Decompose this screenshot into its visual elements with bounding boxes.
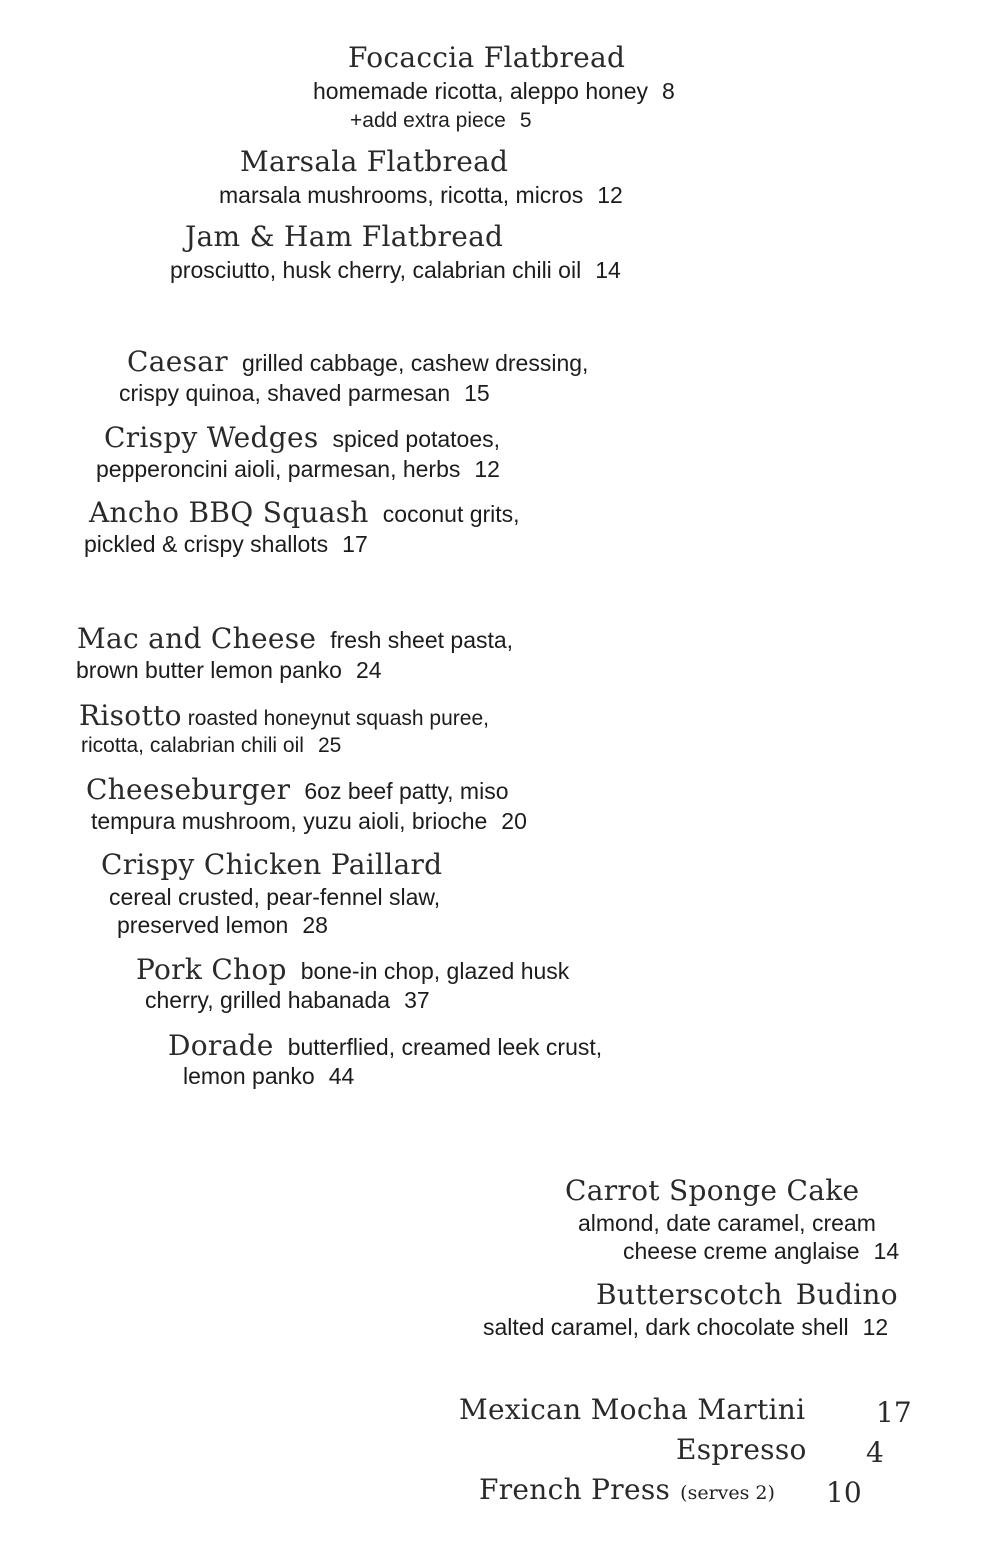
drink-name: Mexican Mocha Martini [459,1393,806,1426]
item-name: Risotto [79,699,182,732]
item-name: Caesar [127,345,228,378]
item-price: 20 [501,808,527,834]
menu-item-starter [127,345,589,378]
menu-item-starter [104,421,501,454]
item-description: butterflied, creamed leek crust, [287,1034,603,1060]
item-price: 37 [404,987,430,1013]
item-description: homemade ricotta, aleppo honey 8 [313,78,675,104]
item-description: ricotta, calabrian chili oil 25 [81,734,342,757]
item-description: crispy quinoa, shaved parmesan 15 [119,380,490,406]
item-price: 24 [355,657,382,683]
item-price: 12 [597,182,623,208]
menu-item-main [136,953,570,986]
item-name: Carrot Sponge Cake [565,1174,860,1207]
item-name: Ancho BBQ Squash [89,496,369,529]
item-description: lemon panko 44 [183,1063,355,1089]
item-description: prosciutto, husk cherry, calabrian chili oil 14 [170,257,621,283]
item-description: grilled cabbage, cashew dressing, [241,350,589,376]
item-name: Crispy Chicken Paillard [101,848,443,881]
item-description: bone-in chop, glazed husk [300,958,570,984]
item-description: marsala mushrooms, ricotta, micros 12 [219,182,623,208]
item-name: Dorade [168,1029,274,1062]
item-description: tempura mushroom, yuzu aioli, brioche 20 [91,808,527,834]
item-addon: +add extra piece 5 [350,109,532,132]
item-name: Mac and Cheese [77,622,317,655]
item-description: fresh sheet pasta, [330,627,514,653]
item-price: 12 [862,1314,889,1340]
item-name: Butterscotch Budino [596,1278,898,1311]
item-description: coconut grits, [382,501,520,527]
item-description: almond, date caramel, cream [578,1210,876,1236]
menu-item-starter [89,496,520,529]
item-description: preserved lemon 28 [117,912,328,938]
item-price: 44 [328,1063,355,1089]
menu-item-main [77,622,514,655]
item-price: 5 [519,109,532,132]
item-description: salted caramel, dark chocolate shell 12 [483,1314,889,1340]
item-description: spiced potatoes, [332,426,501,452]
item-description: cereal crusted, pear-fennel slaw, [109,884,441,910]
item-description: brown butter lemon panko 24 [76,657,382,683]
menu-item-main [86,773,509,806]
item-price: 8 [662,78,675,104]
item-name: Pork Chop [136,953,287,986]
drink-price: 4 [866,1436,884,1469]
menu-item-drink [479,1473,775,1506]
item-price: 12 [474,456,500,482]
item-name: Marsala Flatbread [240,145,509,178]
item-name: Crispy Wedges [104,421,319,454]
item-name: Jam & Ham Flatbread [185,220,504,253]
drink-price: 10 [826,1476,862,1509]
item-price: 14 [595,257,621,283]
item-name: Cheeseburger [86,773,291,806]
drink-note: (serves 2) [680,1482,775,1504]
item-price: 28 [302,912,328,938]
item-name: Focaccia Flatbread [348,41,626,74]
menu-item-main [79,699,489,732]
drink-name: Espresso [676,1433,807,1466]
drink-price: 17 [876,1396,912,1429]
item-price: 17 [342,531,368,557]
item-description: pepperoncini aioli, parmesan, herbs 12 [96,456,500,482]
item-description: cherry, grilled habanada 37 [145,987,430,1013]
item-price: 15 [464,380,490,406]
item-description: roasted honeynut squash puree, [187,707,489,730]
item-description: 6oz beef patty, miso [304,778,509,804]
drink-name: French Press [479,1473,671,1506]
item-price: 14 [873,1238,900,1264]
menu-item-main [168,1029,603,1062]
item-price: 25 [317,734,342,757]
item-description: cheese creme anglaise 14 [623,1238,900,1264]
item-description: pickled & crispy shallots 17 [84,531,368,557]
